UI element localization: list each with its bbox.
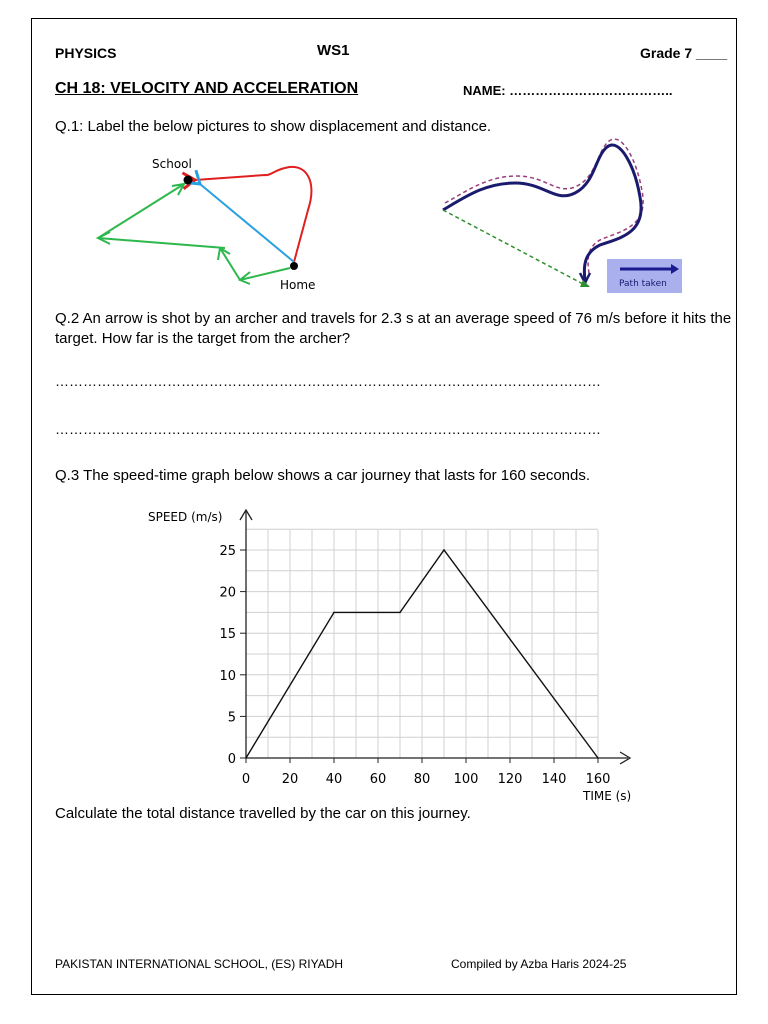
y-tick-label: 25 [219, 544, 236, 559]
x-tick-label: 60 [369, 772, 387, 787]
grade-label: Grade 7 ____ [640, 45, 728, 61]
blue-displacement-line [200, 184, 294, 262]
y-tick-label: 10 [219, 668, 236, 684]
home-dot [290, 262, 298, 270]
x-tick-label: 120 [497, 772, 523, 787]
x-tick-label: 40 [325, 772, 343, 787]
legend-label: Path taken [619, 279, 667, 289]
chart-ticks [219, 544, 610, 787]
question-2-text: Q.2 An arrow is shot by an archer and travels for 2.3 s at an average speed of 76 m/s before it hits the target. How far is the target from the archer? [55, 310, 732, 347]
y-tick-label: 15 [219, 627, 236, 643]
y-tick-label: 5 [227, 710, 236, 726]
home-label: Home [280, 278, 316, 292]
y-axis-label: SPEED (m/s) [148, 510, 223, 524]
footer-compiled: Compiled by Azba Haris 2024-25 [451, 957, 627, 971]
x-tick-label: 160 [585, 772, 611, 787]
x-tick-label: 100 [453, 772, 479, 787]
footer-school: PAKISTAN INTERNATIONAL SCHOOL, (ES) RIYADH [55, 957, 344, 971]
speed-point [333, 612, 335, 614]
speed-point [597, 757, 599, 759]
speed-point [245, 757, 247, 759]
displacement-dashed-line [443, 210, 585, 285]
speed-point [399, 612, 401, 614]
subject-label: PHYSICS [55, 45, 117, 61]
answer-line-1[interactable]: ……………………………………………………………………………………………………… [55, 373, 601, 389]
answer-line-2[interactable]: ……………………………………………………………………………………………………… [55, 421, 601, 437]
chapter-title: CH 18: VELOCITY AND ACCELERATION [55, 80, 359, 97]
x-axis-label: TIME (s) [583, 789, 632, 803]
question-3-text: Q.3 The speed-time graph below shows a car journey that lasts for 160 seconds. [55, 467, 591, 484]
path-taken-figure [435, 135, 690, 295]
y-tick-label: 20 [219, 585, 236, 601]
school-home-figure [80, 150, 330, 300]
name-field: NAME: ……………………………….. [463, 83, 673, 98]
speed-time-chart [140, 500, 650, 805]
x-tick-label: 0 [241, 772, 251, 787]
worksheet-label: WS1 [317, 42, 350, 59]
y-tick-label: 0 [227, 752, 236, 767]
question-1-text: Q.1: Label the below pictures to show displacement and distance. [55, 118, 492, 135]
school-dot [184, 176, 193, 185]
winding-path-dashed [445, 139, 643, 273]
chart-axes [240, 510, 630, 764]
x-tick-label: 20 [281, 772, 299, 787]
school-label: School [152, 157, 192, 171]
speed-point [443, 549, 445, 551]
chart-grid [246, 529, 598, 758]
question-3-prompt: Calculate the total distance travelled by the car on this journey. [55, 805, 471, 822]
x-tick-label: 140 [541, 772, 567, 787]
x-tick-label: 80 [413, 772, 431, 787]
